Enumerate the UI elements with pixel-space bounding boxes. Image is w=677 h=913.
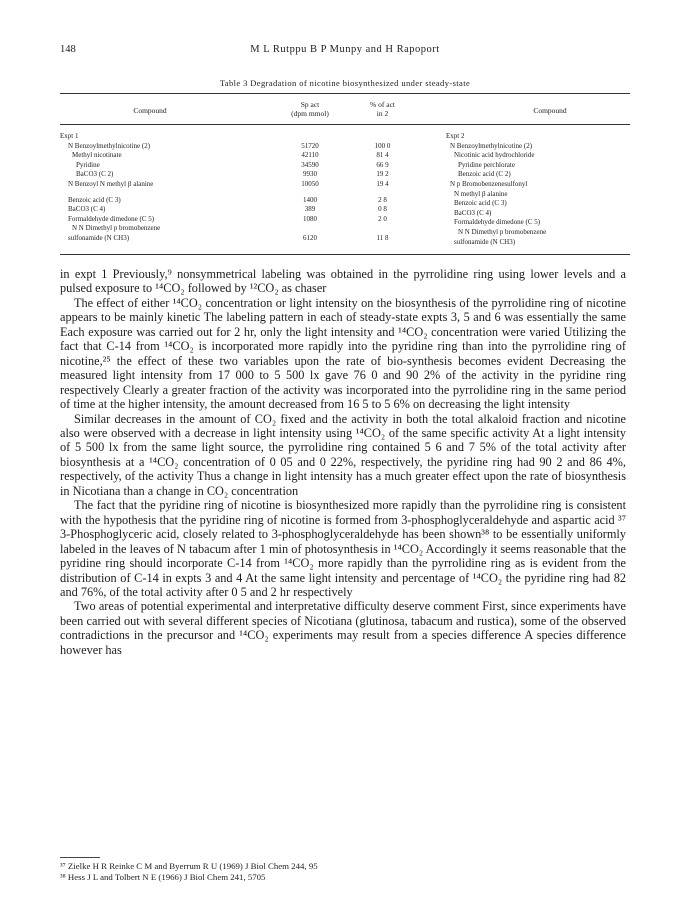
- running-head: M L Rutppu B P Munpy and H Rapoport: [250, 44, 440, 55]
- table-cell: [275, 224, 345, 234]
- table-header-sp-act-line2: (dpm mmol): [291, 109, 329, 118]
- table-col-pct: [355, 142, 410, 244]
- table-cell: 66 9: [376, 160, 389, 169]
- footnote-rule: [60, 857, 100, 858]
- table-cell: 2 8: [378, 195, 387, 204]
- table-bottom-rule: [60, 254, 630, 255]
- table-header-pct-line1: % of act: [370, 100, 395, 109]
- table-cell: 1080: [303, 214, 317, 223]
- table-cell: N Benzoyl N methyl β alanine: [68, 179, 154, 188]
- table-cell: BaCO3 (C 4): [68, 205, 106, 214]
- table-header-sp-act-line1: Sp act: [300, 100, 320, 109]
- table-cell: N N Dimethyl p bromobenzene: [72, 224, 161, 233]
- table-cell: Formaldehyde dimedone (C 5): [454, 218, 541, 227]
- table-header-rule: [60, 124, 630, 125]
- table-cell: 19 2: [376, 170, 389, 179]
- table-cell: 11 8: [376, 233, 389, 242]
- table-cell: 81 4: [376, 151, 389, 160]
- table-header-compound-left: Compound: [133, 106, 167, 115]
- table-cell: 389: [304, 205, 316, 214]
- table-cell: N N Dimethyl p bromobenzene: [458, 227, 547, 236]
- body-text: [60, 267, 626, 657]
- table-cell: Benzoic acid (C 2): [458, 170, 511, 179]
- table-cell: Benzoic acid (C 3): [68, 195, 121, 204]
- table-col-compound-left: [60, 132, 260, 244]
- table-header-pct: [355, 100, 410, 118]
- table-cell: 2 0: [378, 214, 387, 223]
- table-cell: BaCO3 (C 2): [76, 170, 114, 179]
- paragraph: The effect of either ¹⁴CO₂ concentration or light intensity on the biosynthesis of the pyrrolidine ring of nicotine appears to be mainly kinetic The labeling pattern in each of steady-state expts 3, 5 and 6 was essentially the same Each exposure was carried out for 2 hr, only the light intensity and ¹⁴CO₂ concentration were varied Utilizing the fact that C-14 from ¹⁴CO₂ is incorporated more rapidly into the pyridine ring than into the pyrrolidine ring of nicotine,²⁵ the effect of these two variables upon the rate of bio-synthesis becomes evident Decreasing the measured light intensity from 17 000 to 5 500 lx gave 76 0 and 90 2% of the activity in the pyridine ring respectively Clearly a greater fraction of the activity was incorporated into the pyrrolidine ring in the same period of time at the higher intensity, the amount decreased from 16 5 to 5 6% on decreasing the light intensity: [60, 295, 626, 412]
- table-cell: 34590: [301, 160, 319, 169]
- table-cell: 6120: [303, 233, 317, 242]
- table-col-compound-right: [440, 132, 630, 247]
- paragraph: Similar decreases in the amount of CO₂ fixed and the activity in both the total alkaloid fraction and nicotine also were observed with a decrease in light intensity using ¹⁴CO₂ of the same specific activity At a light intensity of 5 500 lx from the same light source, the pyrrolidine ring contained 5 6 and 7 5% of the total activity after biosynthesis at a ¹⁴CO₂ concentration of 0 05 and 0 22%, respectively, the pyridine ring had 90 2 and 86 4%, respectively, of the activity Thus a change in light intensity has a much greater effect upon the rate of biosynthesis in Nicotiana than a change in CO₂ concentration: [60, 411, 626, 498]
- paragraph: The fact that the pyridine ring of nicotine is biosynthesized more rapidly than the pyrrolidine ring is consistent with the hypothesis that the pyridine ring of nicotine is formed from 3-phosphoglyceraldehyde and aspartic acid ³⁷ 3-Phosphoglyceric acid, closely related to 3-phosphoglyceraldehyde has been shown³⁸ to be essentially uniformly labeled in the leaves of N tabacum after 1 min of photosynthesis in ¹⁴CO₂ Accordingly it seems reasonable that the pyridine ring should incorporate C-14 from ¹⁴CO₂ more rapidly than the pyrrolidine ring as is evident from the distribution of C-14 in expts 3 and 4 At the same light intensity and percentage of ¹⁴CO₂ the pyridine ring had 82 and 76%, of the total activity after 0 5 and 2 hr respectively: [60, 498, 626, 599]
- footnote: ³⁷ Zielke H R Reinke C M and Byerrum R U (1969) J Biol Chem 244, 95: [60, 861, 318, 871]
- table-cell: Pyridine: [76, 160, 100, 169]
- paragraph: in expt 1 Previously,⁹ nonsymmetrical labeling was obtained in the pyrrolidine ring using lower levels and a pulsed exposure to ¹⁴CO₂ followed by ¹²CO₂ as chaser: [60, 267, 626, 296]
- table-cell: 51720: [301, 141, 319, 150]
- table-cell: 19 4: [376, 179, 389, 188]
- table-header-pct-line2: in 2: [376, 109, 389, 118]
- table-cell: sulfonamide (N CH3): [68, 233, 130, 242]
- table-cell: Pyridine perchlorate: [458, 160, 515, 169]
- table-title: Table 3 Degradation of nicotine biosynthesized under steady-state: [219, 78, 471, 88]
- table-top-rule: [60, 93, 630, 94]
- table-cell: sulfonamide (N CH3): [454, 237, 516, 246]
- table-cell: Expt 1: [60, 132, 79, 140]
- table-cell: 10050: [301, 179, 319, 188]
- table-cell: 1400: [303, 195, 317, 204]
- table-cell: [355, 224, 410, 234]
- table-col-sp-act: [275, 142, 345, 244]
- paragraph: Two areas of potential experimental and interpretative difficulty deserve comment First, since experiments have been carried out with several different species of Nicotiana (glutinosa, tabacum and rustica), some of the observed contradictions in the precursor and ¹⁴CO₂ experiments may result from a species difference A species difference however has: [60, 599, 626, 657]
- footnotes: [60, 861, 626, 882]
- page-number: 148: [60, 44, 76, 55]
- table-cell: 100 0: [374, 141, 391, 150]
- table-cell: N Benzoylmethylnicotine (2): [450, 141, 533, 150]
- table-cell: 9930: [303, 170, 317, 179]
- table-cell: N p Bromobenzenesulfonyl: [450, 179, 528, 188]
- table-cell: 42110: [301, 151, 319, 160]
- table-cell: Benzoic acid (C 3): [454, 199, 507, 208]
- table-cell: BaCO3 (C 4): [454, 208, 492, 217]
- page-header: [60, 44, 630, 58]
- footnote: ³⁸ Hess J L and Tolbert N E (1966) J Biol Chem 241, 5705: [60, 871, 266, 882]
- table-cell: Methyl nicotinate: [72, 151, 122, 160]
- table-cell: N methyl β alanine: [454, 189, 508, 198]
- table-header-compound-right: Compound: [533, 106, 567, 115]
- table-cell: N Benzoylmethylnicotine (2): [68, 141, 151, 150]
- table-cell: Nicotinic acid hydrochloride: [454, 151, 535, 160]
- table-header-sp-act: [270, 100, 350, 118]
- table-cell: Expt 2: [446, 132, 465, 140]
- table-cell: 0 8: [378, 205, 387, 214]
- table-cell: Formaldehyde dimedone (C 5): [68, 214, 155, 223]
